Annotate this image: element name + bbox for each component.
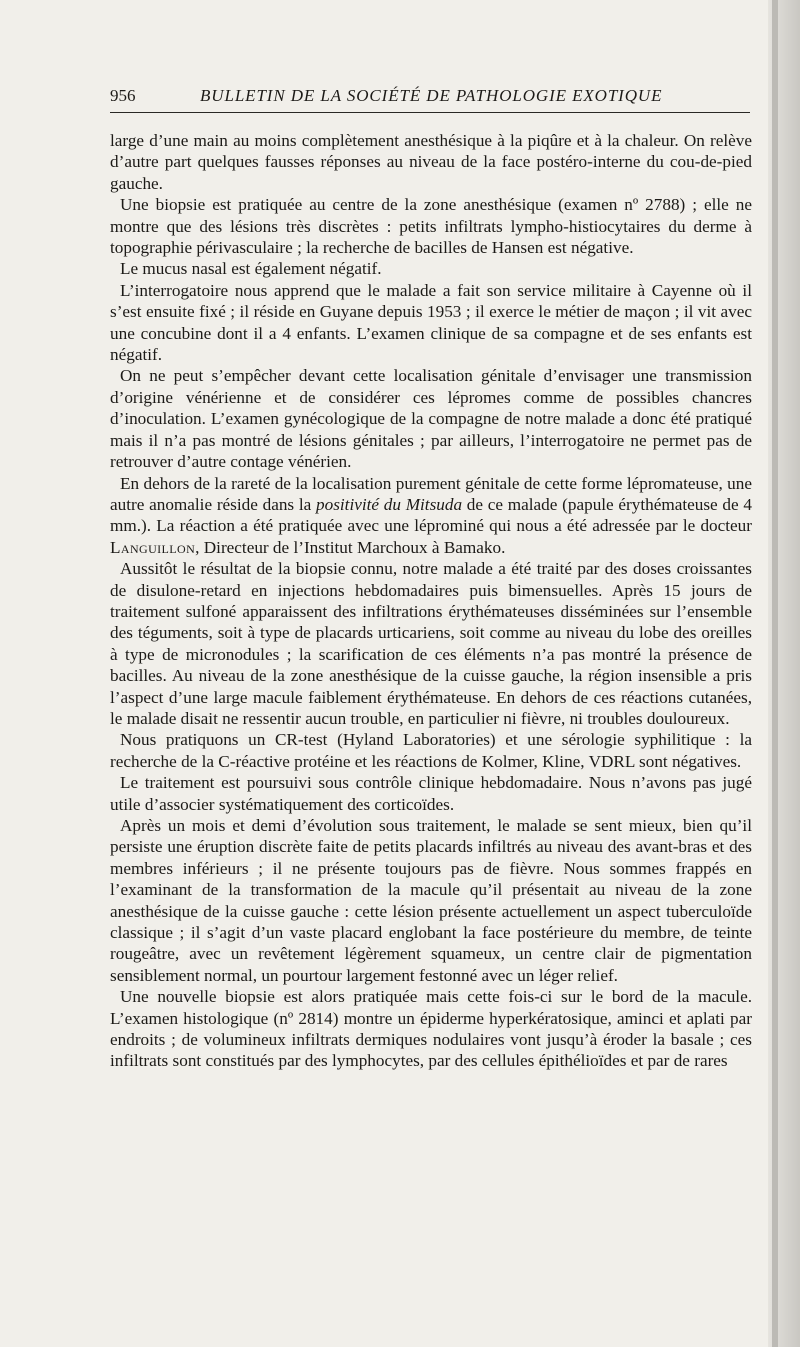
paragraph: Le traitement est poursuivi sous contrôle clinique hebdomadaire. Nous n’avons pas jugé utile d’associer systématiquement des corticoïdes. [110, 773, 752, 814]
paragraph [110, 473, 752, 559]
paragraph: Une nouvelle biopsie est alors pratiquée mais cette fois-ci sur le bord de la macule. L’examen histologique (nº 2814) montre un épiderme hyperkératosique, aminci et aplati par endroits ; de volumineux infiltrats dermiques nodulaires vont jusqu’à éroder la basale ; ces infiltrats sont constitués par des lymphocytes, par des cellules épithélioïdes et par de rares [110, 987, 752, 1071]
paragraph: L’interrogatoire nous apprend que le malade a fait son service militaire à Cayenne où il s’est ensuite fixé ; il réside en Guyane depuis 1953 ; il exerce le métier de maçon ; il vit avec une concubine dont il a 4 enfants. L’examen clinique de sa compagne et de ses enfants est négatif. [110, 280, 752, 365]
binding-edge [772, 0, 778, 1347]
running-header [110, 86, 750, 113]
paragraph: Le mucus nasal est également négatif. [120, 259, 382, 279]
text-run: En dehors de la rareté de la localisation purement génitale de cette forme lépromateuse, une autre anomalie réside dans la [110, 473, 752, 514]
article-body [110, 130, 752, 1072]
text-run: , Directeur de l’Institut Marchoux à Bamako. [195, 537, 506, 557]
italic-term: positivité du Mitsuda [316, 494, 463, 514]
page-number: 956 [110, 86, 136, 105]
author-name: Languillon [110, 537, 196, 557]
text-run: de ce malade (papule érythémateuse de 4 mm.). La réaction a été pratiquée avec une léprominé qui nous a été adressée par le docteur [110, 494, 752, 536]
paragraph: large d’une main au moins complètement anesthésique à la piqûre et à la chaleur. On relève d’autre part quelques fausses réponses au niveau de la face postéro-interne du cou-de-pied gauche. [110, 131, 752, 193]
paragraph: Nous pratiquons un CR-test (Hyland Laboratories) et une sérologie syphilitique : la recherche de la C-réactive protéine et les réactions de Kolmer, Kline, VDRL sont négatives. [110, 730, 752, 771]
paragraph: Une biopsie est pratiquée au centre de la zone anesthésique (examen nº 2788) ; elle ne montre que des lésions très discrètes : petits infiltrats lympho-histiocytaires du derme à topographie périvasculaire ; la recherche de bacilles de Hansen est négative. [110, 195, 752, 258]
paragraph: On ne peut s’empêcher devant cette localisation génitale d’envisager une transmission d’origine vénérienne et de considérer ces lépromes comme de possibles chancres d’inoculation. L’examen gynécologique de la compagne de notre malade a donc été pratiqué mais il n’a pas montré de lésions génitales ; par ailleurs, l’interrogatoire ne permet pas de retrouver d’autre contage vénérien. [110, 366, 752, 472]
paragraph: Après un mois et demi d’évolution sous traitement, le malade se sent mieux, bien qu’il persiste une éruption discrète faite de petits placards infiltrés au niveau des avant-bras et des membres inférieurs ; il ne présente toujours pas de fièvre. Nous sommes frappés en l’examinant de la transformation de la macule qu’il présentait au niveau de la zone anesthésique de la cuisse gauche : cette lésion présente actuellement un aspect tuberculoïde classique ; il s’agit d’un vaste placard englobant la face postérieure du membre, de teinte rougeâtre, avec un revêtement légèrement squameux, un centre clair de pigmentation sensiblement normal, un pourtour largement festonné avec un léger relief. [110, 816, 752, 985]
paragraph: Aussitôt le résultat de la biopsie connu, notre malade a été traité par des doses croissantes de disulone-retard en injections hebdomadaires puis bimensuelles. Après 15 jours de traitement sulfoné apparaissent des infiltrations érythémateuses disséminées sur l’ensemble des téguments, soit à type de placards urticariens, soit comme au niveau du lobe des oreilles à type de micronodules ; la scarification de ces éléments n’a pas montré la présence de bacilles. Au niveau de la zone anesthésique de la cuisse gauche, la région insensible a pris l’aspect d’une large macule faiblement érythémateuse. En dehors de ces réactions cutanées, le malade disait ne ressentir aucun trouble, en particulier ni fièvre, ni troubles douloureux. [110, 559, 752, 728]
running-title: BULLETIN DE LA SOCIÉTÉ DE PATHOLOGIE EXOTIQUE [200, 86, 663, 105]
